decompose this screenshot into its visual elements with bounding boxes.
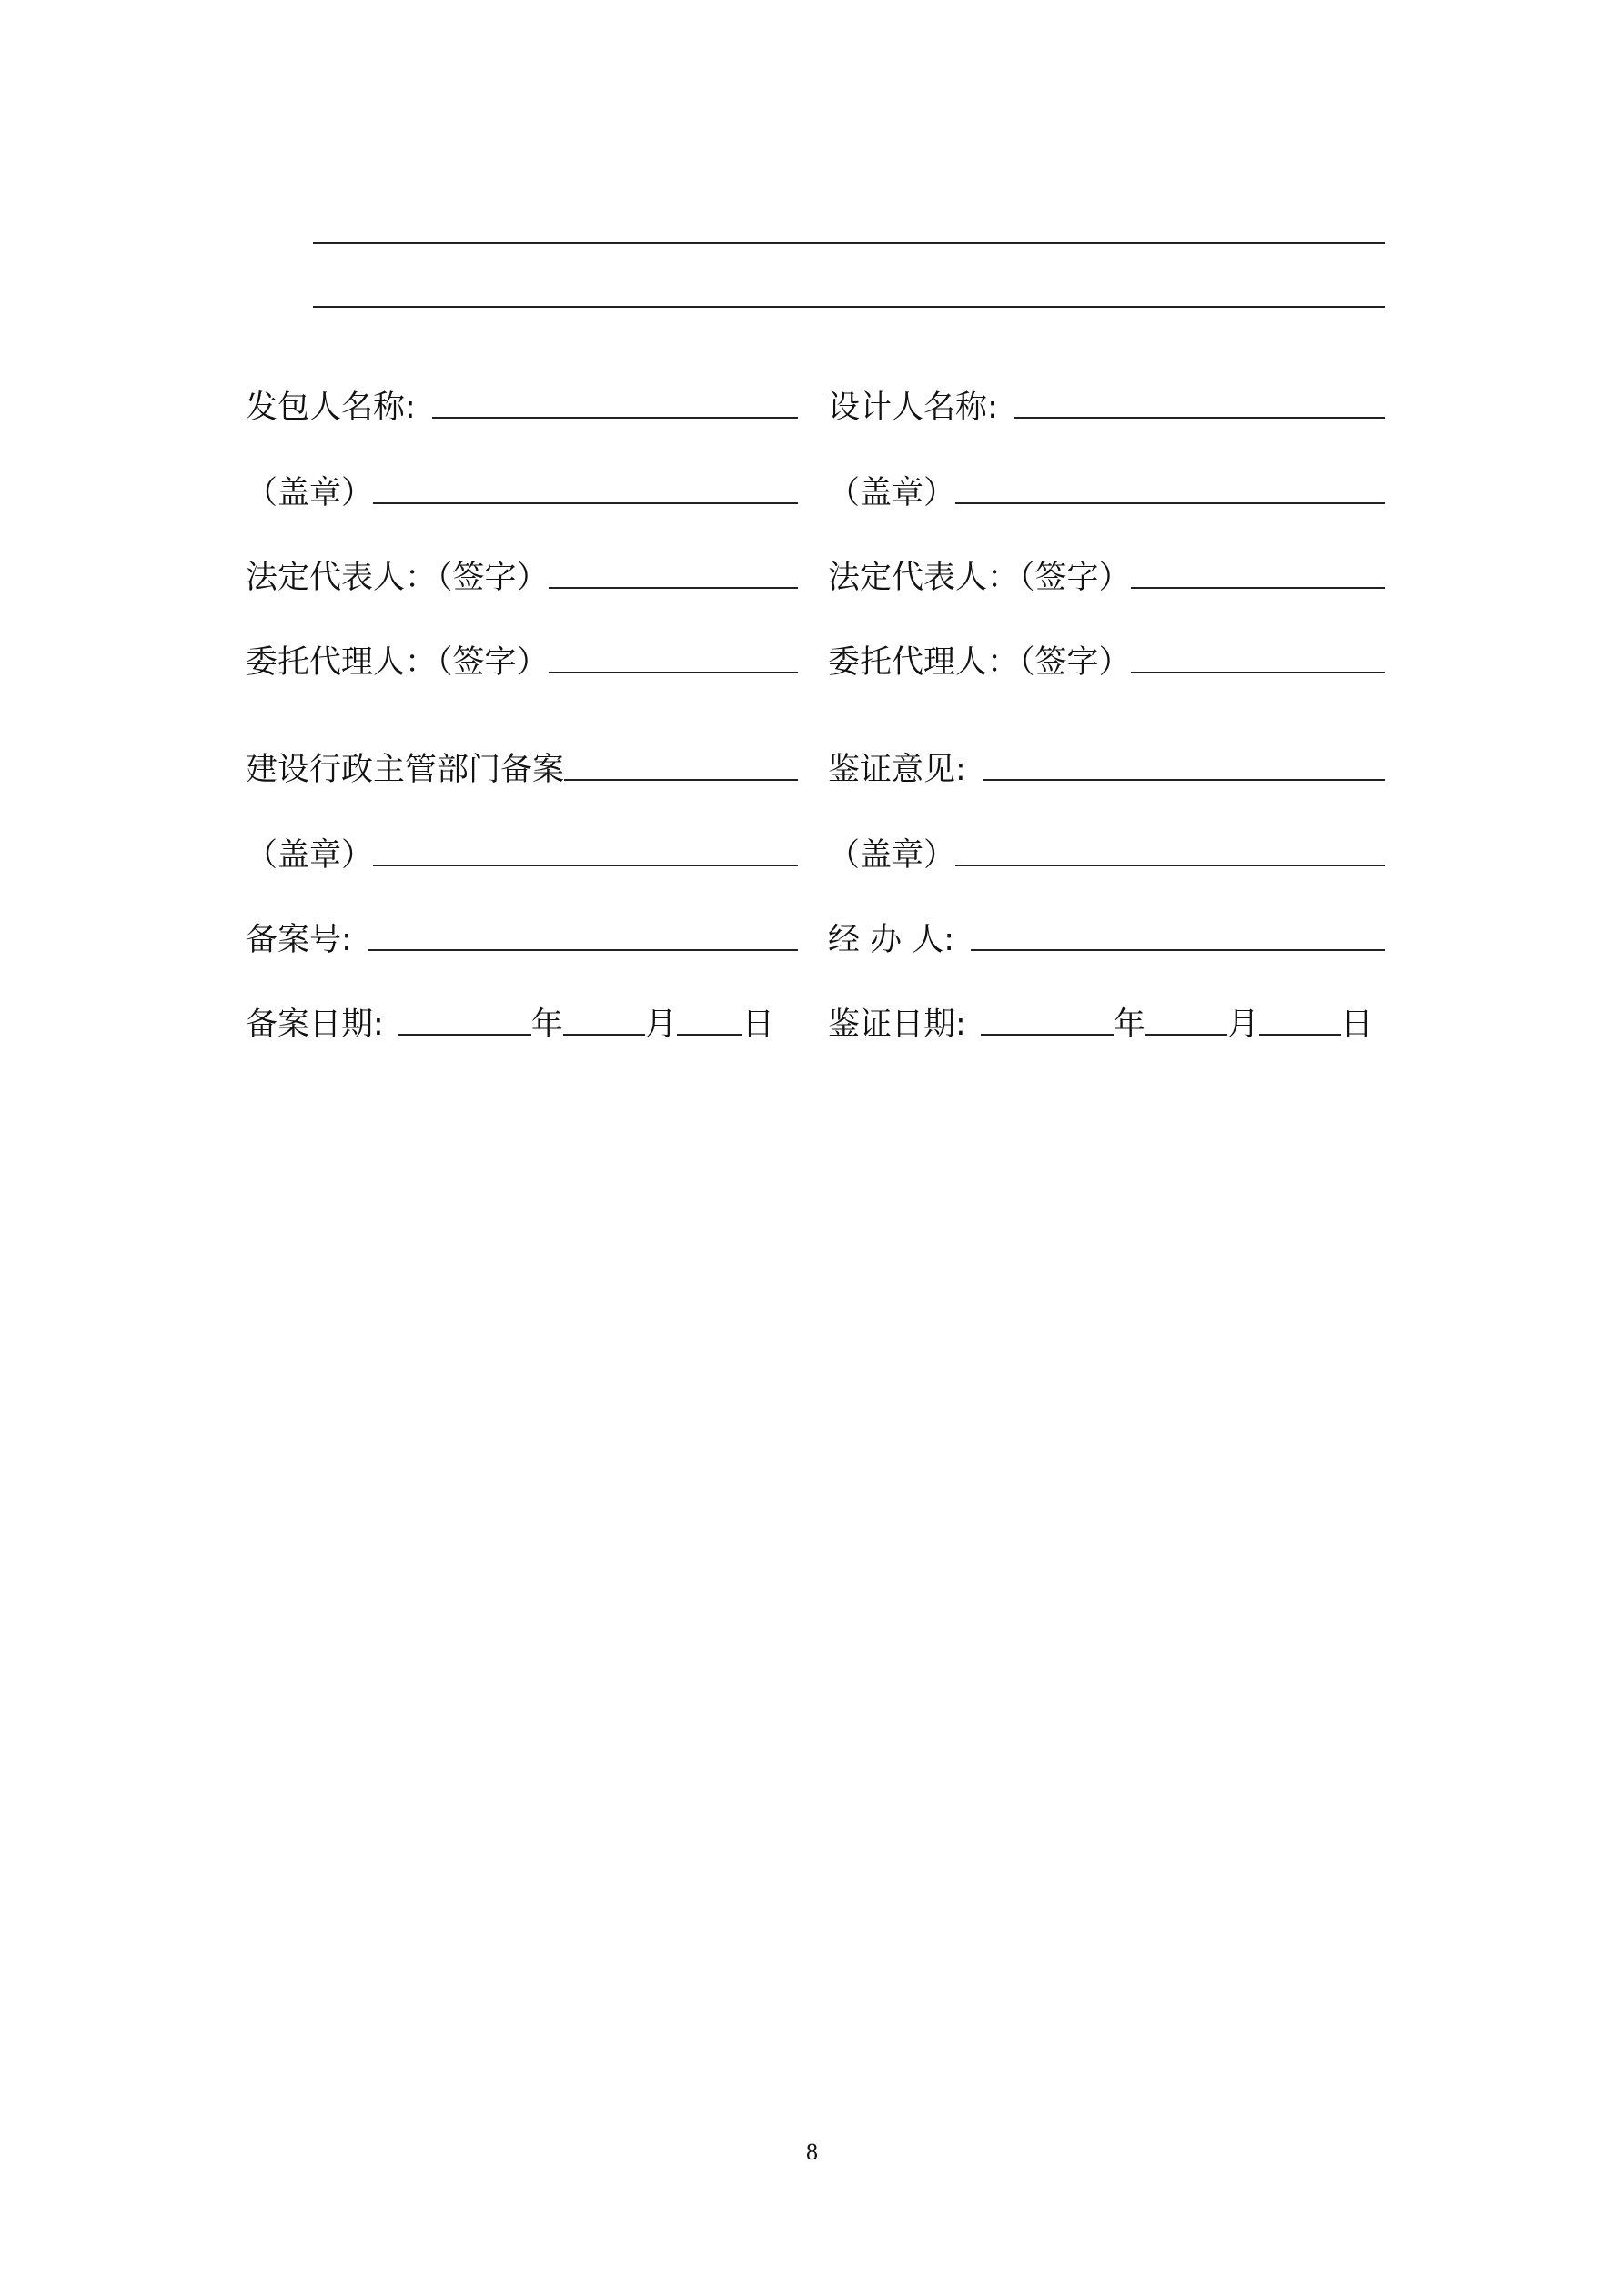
- top-blank-line-1[interactable]: [313, 242, 1385, 244]
- filing-date-label: 备案日期:: [246, 1006, 384, 1043]
- verification-date-row: [828, 1003, 1385, 1047]
- filing-seal-label: （盖章）: [246, 837, 374, 874]
- verification-label: 鉴证意见:: [828, 752, 966, 788]
- filing-year-unit: 年: [530, 1006, 563, 1043]
- designer-seal-label: （盖章）: [828, 475, 956, 511]
- employer-legal-rep-signature-field[interactable]: [549, 587, 798, 589]
- filing-year-field[interactable]: [398, 1034, 531, 1036]
- filing-number-field[interactable]: [368, 949, 798, 951]
- employer-seal-label: （盖章）: [246, 475, 374, 511]
- designer-agent-label: 委托代理人：（签字）: [828, 644, 1131, 681]
- filing-field[interactable]: [564, 779, 798, 781]
- filing-seal-field[interactable]: [373, 865, 798, 866]
- filing-row: [246, 748, 798, 792]
- filing-day-unit: 日: [741, 1006, 774, 1043]
- handler-row: [828, 918, 1385, 962]
- verification-date-label: 鉴证日期:: [828, 1006, 966, 1043]
- filing-date-row: [246, 1003, 798, 1047]
- verification-day-unit: 日: [1340, 1006, 1373, 1043]
- employer-legal-rep-row: [246, 556, 798, 600]
- verification-month-field[interactable]: [1145, 1034, 1227, 1036]
- filing-day-field[interactable]: [677, 1034, 742, 1036]
- designer-name-row: [828, 386, 1385, 430]
- designer-agent-signature-field[interactable]: [1131, 672, 1385, 673]
- filing-number-row: [246, 918, 798, 962]
- verification-year-unit: 年: [1113, 1006, 1145, 1043]
- employer-agent-row: [246, 641, 798, 684]
- designer-seal-row: [828, 471, 1385, 515]
- verification-year-field[interactable]: [981, 1034, 1114, 1036]
- handler-label: 经 办 人:: [828, 922, 955, 958]
- filing-month-field[interactable]: [563, 1034, 645, 1036]
- employer-legal-rep-label: 法定代表人：（签字）: [246, 560, 549, 596]
- designer-name-label: 设计人名称:: [828, 389, 998, 426]
- designer-agent-row: [828, 641, 1385, 684]
- filing-seal-row: [246, 834, 798, 877]
- filing-label: 建设行政主管部门备案: [246, 752, 565, 788]
- designer-legal-rep-row: [828, 556, 1385, 600]
- top-blank-line-2[interactable]: [313, 306, 1385, 308]
- verification-row: [828, 748, 1385, 792]
- page-number: 8: [806, 2139, 818, 2165]
- verification-seal-field[interactable]: [955, 865, 1385, 866]
- employer-agent-signature-field[interactable]: [549, 672, 798, 673]
- verification-seal-label: （盖章）: [828, 837, 956, 874]
- designer-name-field[interactable]: [1014, 417, 1385, 419]
- designer-seal-field[interactable]: [955, 502, 1385, 504]
- filing-month-unit: 月: [644, 1006, 677, 1043]
- designer-legal-rep-signature-field[interactable]: [1131, 587, 1385, 589]
- employer-seal-row: [246, 471, 798, 515]
- employer-seal-field[interactable]: [373, 502, 798, 504]
- filing-number-label: 备案号:: [246, 922, 352, 958]
- employer-name-field[interactable]: [432, 417, 798, 419]
- verification-month-unit: 月: [1226, 1006, 1259, 1043]
- designer-legal-rep-label: 法定代表人：（签字）: [828, 560, 1131, 596]
- verification-field[interactable]: [983, 779, 1385, 781]
- handler-field[interactable]: [971, 949, 1385, 951]
- employer-agent-label: 委托代理人：（签字）: [246, 644, 549, 681]
- verification-day-field[interactable]: [1259, 1034, 1341, 1036]
- employer-name-label: 发包人名称:: [246, 389, 416, 426]
- verification-seal-row: [828, 834, 1385, 877]
- employer-name-row: [246, 386, 798, 430]
